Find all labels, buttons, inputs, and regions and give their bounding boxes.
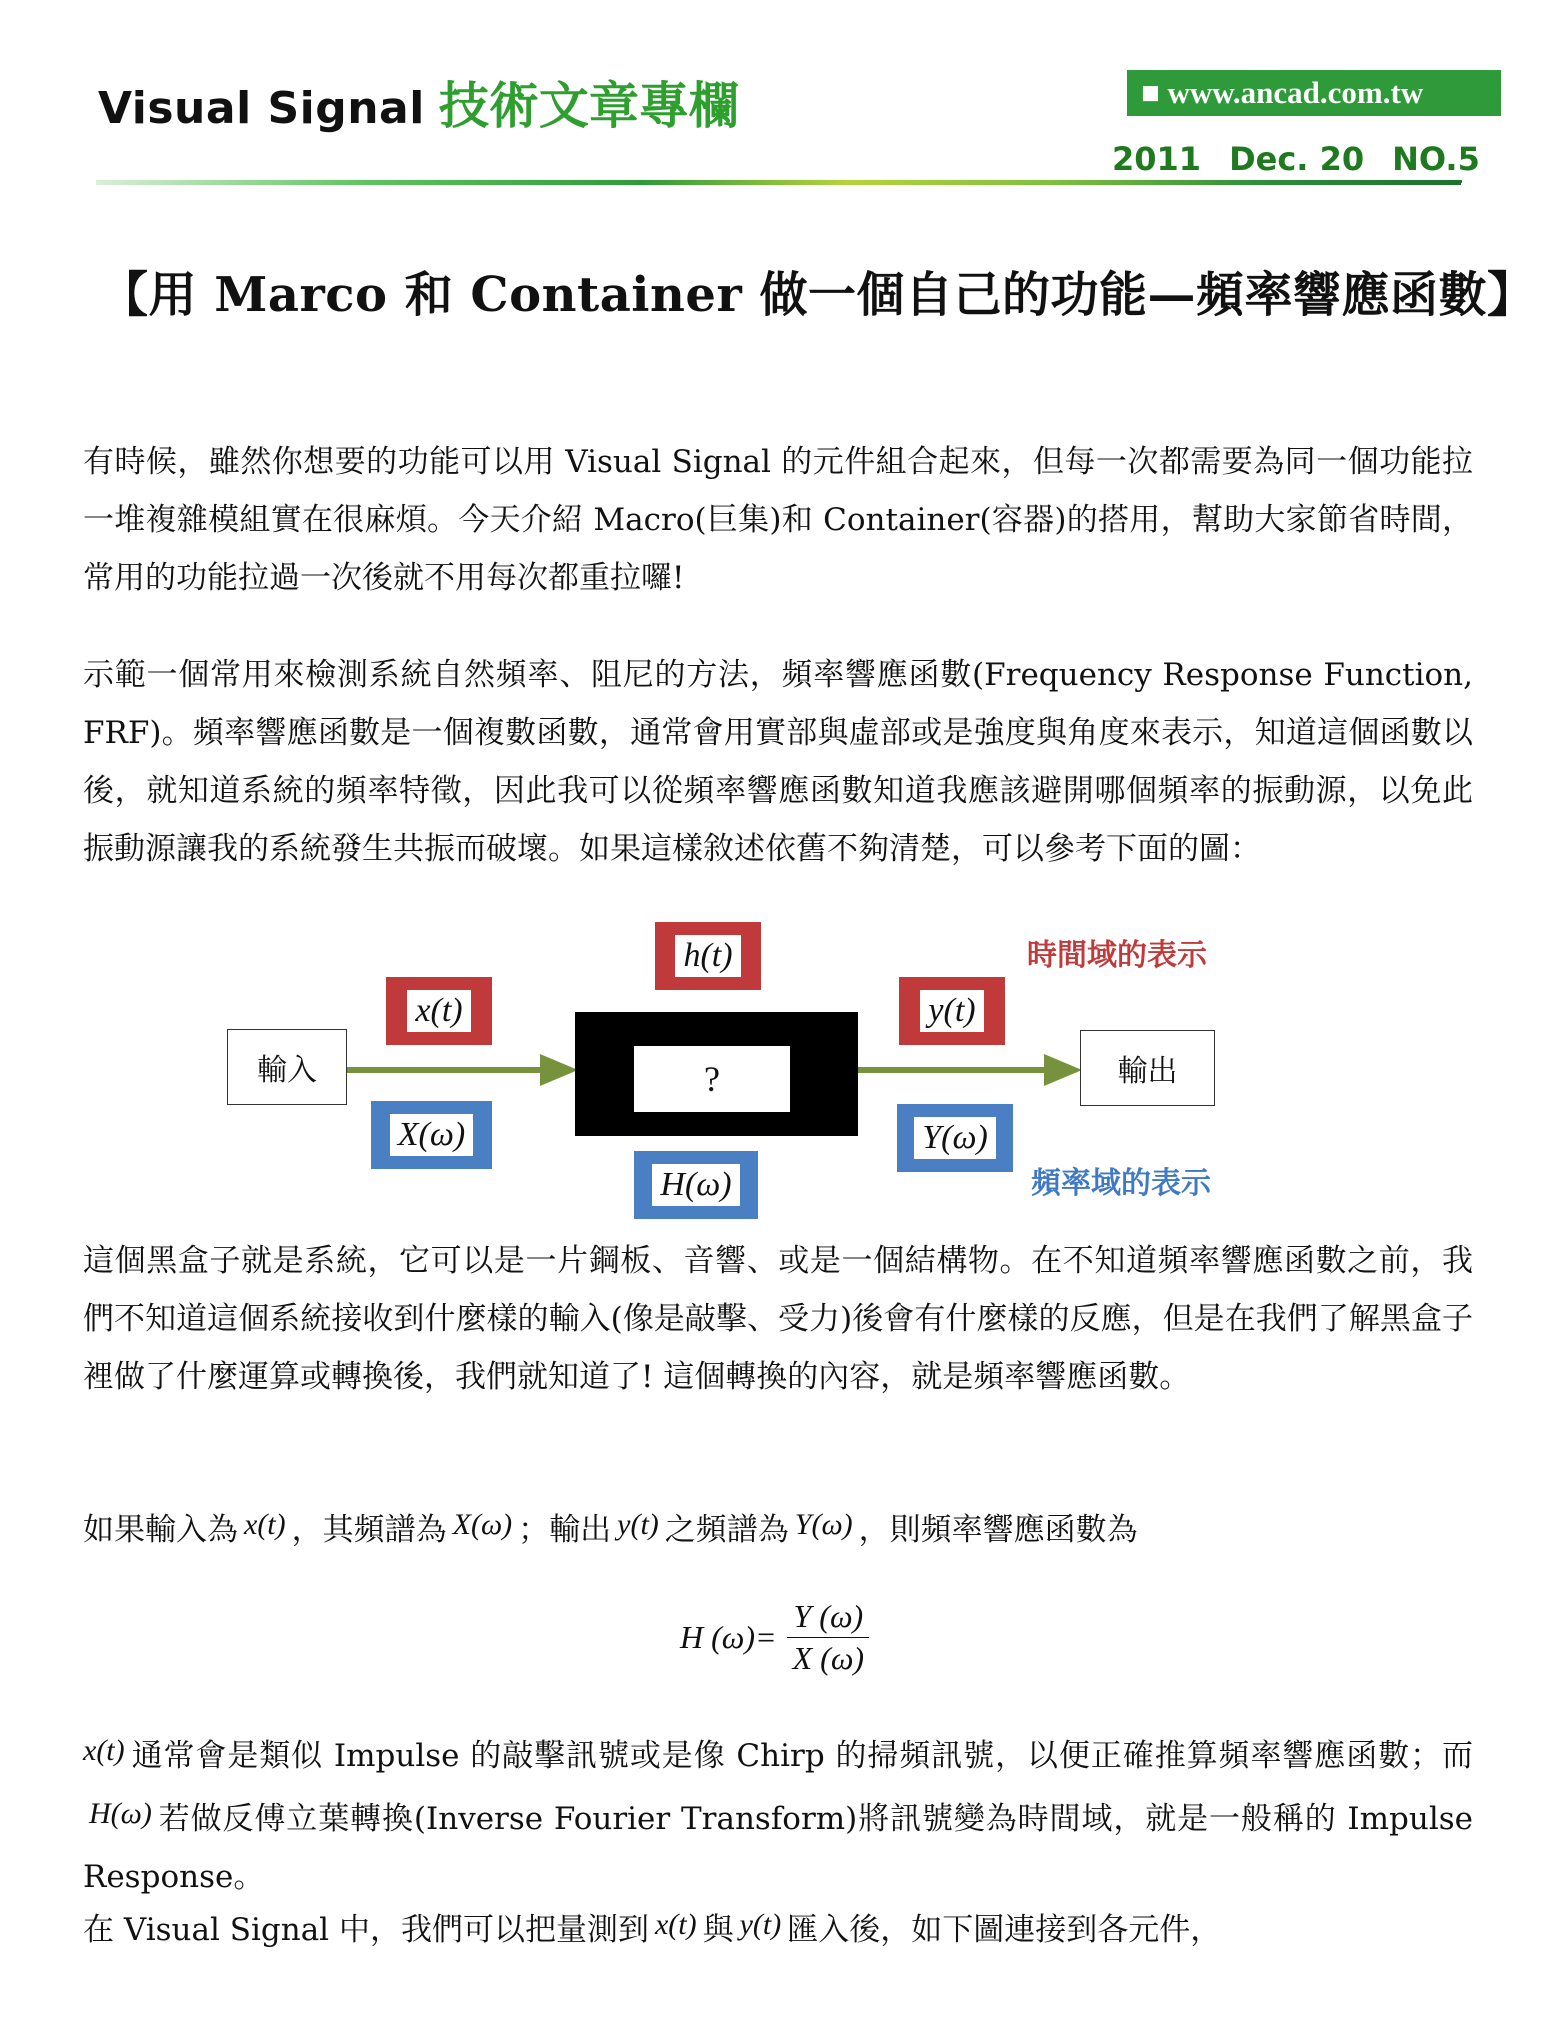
math-Yw: Y(ω) [794, 1508, 853, 1541]
transfer-function-label: H(ω) [652, 1164, 739, 1206]
paragraph-visual-signal [83, 1896, 1473, 1959]
input-time-tag [386, 977, 492, 1045]
equation-lhs: H (ω)= [680, 1619, 777, 1655]
frf-equation [680, 1598, 870, 1677]
equation-denominator: X (ω) [792, 1640, 865, 1676]
output-time-label: y(t) [920, 990, 983, 1032]
input-time-label: x(t) [407, 990, 470, 1032]
input-freq-tag [371, 1101, 492, 1169]
issue-year: 2011 [1112, 140, 1202, 178]
issue-date: Dec. 20 [1229, 140, 1365, 178]
math-xt-2: x(t) [83, 1734, 125, 1767]
time-domain-caption: 時間域的表示 [1027, 938, 1207, 973]
paragraph-frf: 示範一個常用來檢測系統自然頻率、阻尼的方法，頻率響應函數(Frequency Response Function, FRF)。頻率響應函數是一個複數函數，通常會用實部與虛部或是強度與角度來表示，知道這個函數以後，就知道系統的頻率特徵，因此我可以從頻率響應函數知道我應該避開哪個頻率的振動源，以免此振動源讓我的系統發生共振而破壞。如果這樣敘述依舊不夠清楚，可以參考下面的圖： [83, 657, 1473, 867]
spectrum-text-5: ，則頻率響應函數為 [858, 1512, 1138, 1548]
math-Xw: X(ω) [452, 1508, 513, 1541]
issue-number: NO.5 [1392, 140, 1480, 178]
impulse-text-2: 若做反傅立葉轉換(Inverse Fourier Transform)將訊號變為時間域，就是一般稱的 Impulse Response。 [83, 1801, 1473, 1895]
spectrum-text-1: 如果輸入為 [83, 1512, 238, 1548]
math-yt: y(t) [617, 1508, 659, 1541]
vs-text-3: 匯入後，如下圖連接到各元件， [787, 1912, 1222, 1948]
output-freq-label: Y(ω) [914, 1117, 996, 1159]
output-time-tag [899, 977, 1005, 1045]
math-Hw: H(ω) [89, 1797, 152, 1830]
math-xt-3: x(t) [654, 1908, 697, 1941]
impulse-response-tag [655, 922, 761, 990]
math-yt-2: y(t) [739, 1908, 782, 1941]
impulse-text-1: 通常會是類似 Impulse 的敲擊訊號或是像 Chirp 的掃頻訊號，以便正確推算頻率響應函數；而 [130, 1738, 1473, 1774]
paragraph-black-box: 這個黑盒子就是系統，它可以是一片鋼板、音響、或是一個結構物。在不知道頻率響應函數之前，我們不知道這個系統接收到什麼樣的輸入(像是敲擊、受力)後會有什麼樣的反應，但是在我們了解黑盒子裡做了什麼運算或轉換後，我們就知道了! 這個轉換的內容，就是頻率響應函數。 [83, 1243, 1473, 1395]
input-box: 輸入 [227, 1029, 347, 1105]
frequency-domain-caption: 頻率域的表示 [1031, 1166, 1211, 1201]
brand-english: Visual Signal [98, 83, 425, 134]
website-link[interactable]: ■ www.ancad.com.tw [1127, 70, 1501, 116]
vs-text-2: 與 [702, 1912, 734, 1948]
transfer-function-tag [634, 1151, 758, 1219]
input-arrow [347, 1054, 578, 1086]
impulse-response-label: h(t) [675, 935, 740, 977]
equation-fraction [787, 1598, 870, 1677]
spectrum-text-2: ，其頻譜為 [291, 1512, 447, 1548]
paragraph-intro: 有時候，雖然你想要的功能可以用 Visual Signal 的元件組合起來，但每一次都需要為同一個功能拉一堆複雜模組實在很麻煩。今天介紹 Macro(巨集)和 Container(容器)的搭用，幫助大家節省時間，常用的功能拉過一次後就不用每次都重拉囉! [83, 444, 1473, 596]
article-title: 【用 Marco 和 Container 做一個自己的功能—頻率響應函數】 [100, 267, 1536, 323]
spectrum-text-3: ；輸出 [518, 1512, 612, 1548]
vs-text-1: 在 Visual Signal 中，我們可以把量測到 [83, 1912, 649, 1948]
input-freq-label: X(ω) [390, 1114, 473, 1156]
spectrum-text-4: 之頻譜為 [664, 1512, 789, 1548]
output-freq-tag [897, 1104, 1013, 1172]
paragraph-impulse [83, 1722, 1473, 1906]
equation-numerator: Y (ω) [787, 1598, 869, 1638]
paragraph-spectrum [83, 1496, 1473, 1559]
output-arrow [858, 1054, 1082, 1086]
unknown-transform: ? [634, 1046, 790, 1112]
math-xt: x(t) [244, 1508, 286, 1541]
output-box: 輸出 [1080, 1030, 1215, 1106]
brand-chinese: 技術文章專欄 [438, 77, 739, 135]
